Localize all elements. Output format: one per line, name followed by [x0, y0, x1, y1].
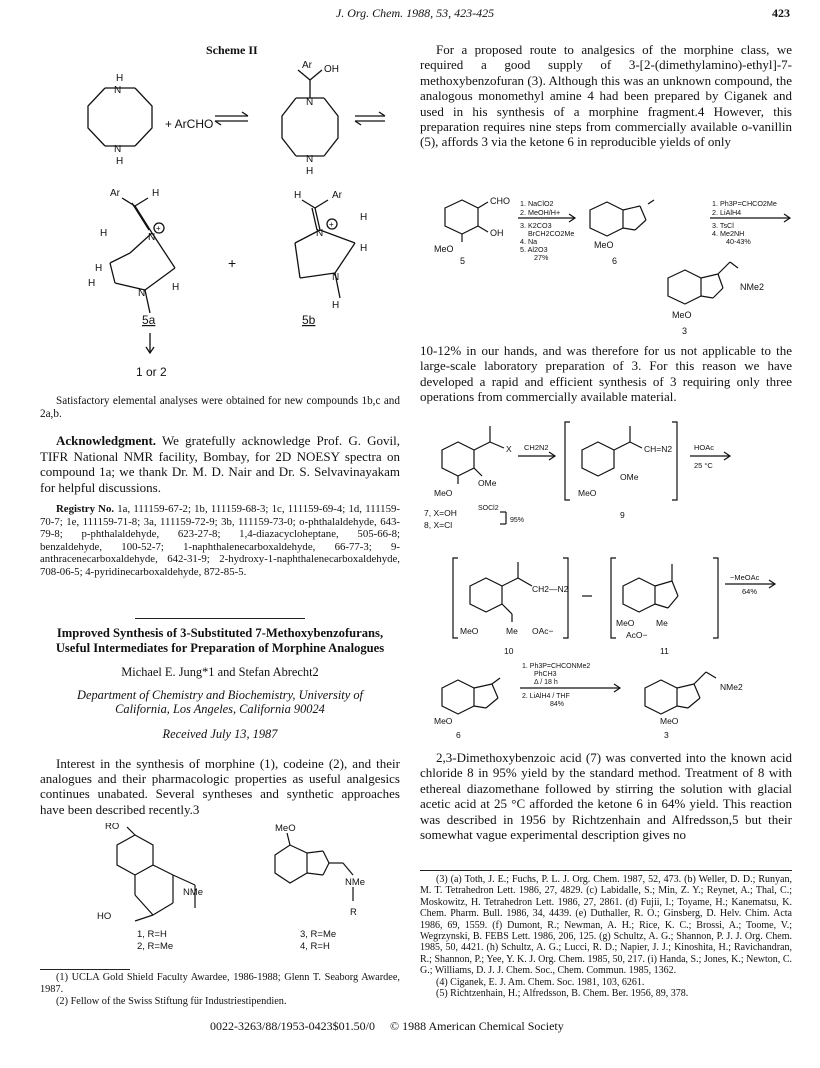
reagent-c-3: Δ / 18 h: [534, 679, 558, 686]
acknowledgment-text: We gratefully acknowledge Prof. G. Govil, TIFR National NMR facility, Bombay, for 2D NOESY spectra on compound 1a; we thank Dr. M. D. Nair and Dr. S. Selvavinayakam for helpful discussions.: [40, 433, 400, 495]
compound-10-label: 10: [504, 646, 514, 656]
scheme-reagent: + ArCHO: [165, 117, 214, 131]
reagent-b-2: 2. LiAlH4: [712, 208, 742, 217]
compound-5-label: 5: [460, 256, 466, 266]
reagent-b-3: 3. TsCl: [712, 221, 734, 230]
route2-yield64: 64%: [742, 587, 758, 596]
left-column-upper: [40, 395, 400, 579]
compound-3-label: 3: [682, 326, 688, 336]
struct-caption-1: 1, R=H: [137, 929, 167, 940]
registry-heading: Registry No.: [56, 503, 115, 516]
acknowledgment-heading: Acknowledgment.: [56, 433, 157, 449]
route2-ome-9: OMe: [620, 472, 639, 482]
route2-diazo: CH=N2: [644, 444, 673, 454]
route2-meo-11: MeO: [616, 618, 635, 628]
route2-meo-9: MeO: [578, 488, 597, 498]
article-authors: Michael E. Jung*1 and Stefan Abrecht2: [121, 665, 319, 680]
route2-me-10: Me: [506, 626, 518, 636]
acknowledgment-paragraph: [40, 433, 400, 495]
right-paragraph-2: [420, 343, 792, 405]
morphine-structures-figure: [95, 823, 395, 953]
route1-nme2: NMe2: [740, 282, 765, 292]
route2-yield95: 95%: [510, 517, 525, 524]
page-header: [40, 6, 790, 24]
copyright: © 1988 American Chemical Society: [390, 1019, 564, 1033]
right-paragraph-1: [420, 42, 792, 150]
route2-meo-7: MeO: [434, 488, 453, 498]
route2-ch2-n2: CH2—N2: [532, 584, 569, 594]
label-5a: 5a: [142, 313, 156, 327]
footnote-rule-left: [40, 969, 130, 970]
article-separator: [135, 618, 305, 619]
svg-text:+: +: [329, 220, 334, 229]
compound-9-label: 9: [620, 510, 625, 520]
scheme-ii-figure: [70, 58, 390, 388]
route2-socl2: SOCl2: [478, 505, 499, 512]
page-footer: [210, 1019, 564, 1034]
route2-x: X: [506, 444, 512, 454]
reagent-c-2: PhCH3: [534, 671, 557, 678]
struct-ro-label: RO: [105, 823, 120, 832]
reagent-a-5: 4. Na: [520, 237, 538, 246]
svg-text:H: H: [95, 263, 103, 274]
compound-6-bottom-label: 6: [456, 730, 461, 740]
paragraph-diazomethane: 2,3-Dimethoxybenzoic acid (7) was converted into the known acid chloride 8 in 95% yield by the standard method. Treatment of 8 with ethereal diazomethane followed by stirring the solution with glacial acetic acid at 25 °C afforded the ketone 6 in 64% yield. This reaction was described in 1956 by Richtzenhain and Alfredsson,5 but their somewhat vague experimental description gives no: [420, 750, 792, 843]
route1-meo-3: MeO: [672, 310, 692, 320]
route2-temp: 25 °C: [694, 461, 713, 470]
reagent-b-yield: 40-43%: [726, 237, 751, 246]
introduction-paragraph: Interest in the synthesis of morphine (1), codeine (2), and their analogues and their pharmacologic properties as useful analgesics continues unabated. Several syntheses and synthetic approaches have been described recently.3: [40, 755, 400, 817]
svg-text:H: H: [116, 156, 124, 167]
compound-11-label: 11: [660, 646, 669, 656]
route2-meo-3: MeO: [660, 716, 679, 726]
reagent-c-4: 2. LiAlH4 / THF: [522, 693, 570, 700]
route1-oh: OH: [490, 228, 504, 238]
route2-me-11: Me: [656, 618, 668, 628]
struct-ho-label: HO: [97, 911, 112, 922]
svg-text:N: N: [332, 272, 340, 283]
reagent-a-4: BrCH2CO2Me: [528, 229, 575, 238]
svg-text:N: N: [306, 154, 314, 165]
route2-meoac: −MeOAc: [730, 573, 760, 582]
svg-text:N: N: [138, 288, 146, 299]
svg-text:H: H: [88, 278, 96, 289]
compound-8-label: 8, X=Cl: [424, 520, 453, 530]
svg-text:H: H: [306, 166, 314, 177]
footnote-4: (4) Ciganek, E. J. Am. Chem. Soc. 1981, 103, 6261.: [436, 976, 645, 988]
svg-text:Ar: Ar: [110, 188, 120, 199]
route2-reagent-ch2n2: CH2N2: [524, 443, 549, 452]
route2-hoac: HOAc: [694, 443, 715, 452]
svg-text:H: H: [100, 228, 108, 239]
label-5b: 5b: [302, 313, 316, 327]
svg-text:H: H: [360, 212, 368, 223]
reagent-a-1: 1. NaClO2: [520, 199, 554, 208]
scheme-product-label: 1 or 2: [136, 365, 167, 379]
left-footnotes: [40, 972, 400, 1009]
struct-nme-label: NMe: [183, 887, 204, 898]
footnote-2: (2) Fellow of the Swiss Stiftung für Industriestipendien.: [56, 996, 287, 1008]
svg-text:N: N: [316, 228, 324, 239]
right-paragraph-3: [420, 750, 792, 842]
scheme-plus: +: [228, 255, 237, 271]
svg-text:N: N: [114, 85, 122, 96]
footnote-1: (1) UCLA Gold Shield Faculty Awardee, 1986-1988; Glenn T. Seaborg Awardee, 1987.: [40, 972, 400, 996]
article-code: 0022-3263/88/1953-0423$01.50/0: [210, 1019, 375, 1033]
route1-meo-6: MeO: [594, 240, 614, 250]
footnote-5: (5) Richtzenhain, H.; Alfredsson, B. Chem. Ber. 1956, 89, 378.: [436, 988, 689, 1000]
svg-text:N: N: [306, 97, 314, 108]
compound-6-label: 6: [612, 256, 618, 266]
compound-7-label: 7, X=OH: [424, 508, 457, 518]
elemental-analyses-note: Satisfactory elemental analyses were obtained for new compounds 1b,c and 2a,b.: [40, 395, 400, 421]
svg-text:N: N: [114, 144, 122, 155]
page-number: 423: [772, 6, 790, 20]
scheme-title: Scheme II: [206, 43, 258, 57]
svg-text:N: N: [148, 232, 156, 243]
svg-text:H: H: [116, 73, 124, 84]
svg-text:H: H: [294, 190, 302, 201]
reagent-a-yield: 27%: [534, 253, 549, 262]
route1-meo-5: MeO: [434, 244, 454, 254]
svg-text:Ar: Ar: [332, 190, 342, 201]
route-2-scheme: [420, 416, 795, 742]
article-affiliation: Department of Chemistry and Biochemistry, University of California, Los Angeles, California 90024: [77, 687, 363, 717]
reagent-a-3: 3. K2CO3: [520, 221, 552, 230]
reagent-b-4: 4. Me2NH: [712, 229, 745, 238]
compound-3-bottom-label: 3: [664, 730, 669, 740]
reagent-c-yield: 84%: [550, 701, 565, 708]
route2-oac: OAc−: [532, 626, 554, 636]
route1-cho: CHO: [490, 196, 510, 206]
svg-text:+: +: [156, 224, 161, 233]
route2-ome-7: OMe: [478, 478, 497, 488]
reagent-c-1: 1. Ph3P=CHCONMe2: [522, 663, 591, 670]
route2-nme2: NMe2: [720, 682, 743, 692]
footnote-rule-right: [420, 870, 792, 871]
reagent-a-6: 5. Al2O3: [520, 245, 548, 254]
paragraph-route-intro: For a proposed route to analgesics of the morphine class, we required a good supply of 3-[2-(dimethylamino)-ethyl]-7-methoxybenzofuran (3). Although this was an unknown compound, the analogous monomethyl amine 4 had been prepared by Ciganek and used in his synthesis of a morphine fragment.4 However, this preparation requires nine steps from commercially available o-vanillin (5), affords 3 via the ketone 6 in reproducible yields of only: [420, 42, 792, 150]
route2-aco: AcO−: [626, 630, 648, 640]
svg-text:H: H: [360, 243, 368, 254]
svg-text:H: H: [152, 188, 160, 199]
registry-text: 1a, 111159-67-2; 1b, 111159-68-3; 1c, 111159-69-4; 1d, 111159-70-7; 1e, 111159-71-8; 3a, 111159-72-9; 3b, 111159-73-0; o-phthalaldehyde, 643-79-8; p-phthalaldehyde, 623-27-8; 1,4-diazacycloheptane, 505-66-8; benzaldehyde, 100-52-7; 1-naphthalenecarboxaldehyde, 66-77-3; 9-anthracenecarboxaldehyde, 642-31-9; 2-hydroxy-1-naphthalenecarboxaldehyde, 708-06-5; 4-pyridinecarboxaldehyde, 872-85-5.: [40, 503, 400, 578]
struct-r-label: R: [350, 907, 357, 918]
struct-caption-3: 3, R=Me: [300, 929, 337, 940]
struct-caption-4: 4, R=H: [300, 941, 330, 952]
svg-text:OH: OH: [324, 64, 339, 75]
registry-paragraph: [40, 503, 400, 579]
reagent-a-2: 2. MeOH/H+: [520, 208, 561, 217]
received-date: Received July 13, 1987: [162, 726, 278, 741]
route2-meo-10: MeO: [460, 626, 479, 636]
struct-meo-label: MeO: [275, 823, 296, 834]
struct-caption-2: 2, R=Me: [137, 941, 174, 952]
footnote-3: (3) (a) Toth, J. E.; Fuchs, P. L. J. Org. Chem. 1987, 52, 473. (b) Weller, D. D.; Runyan, M. T. Tetrahedron Lett. 1986, 27, 4829. (c) Labidalle, S.; Min, Z. Y.; Reynet, A.; Thal, C.; Moskowitz, H. Tetrahedron Lett. 1986, 27, 2861. (d) Fujii, I.; Toyame, H.; Kanematsu, K. Chem. Pharm. Bull. 1986, 34, 4439. (e) Duthaller, R. O.; Ginsberg, D. Helv. Chim. Acta 1986, 69, 1559. (f) Dumont, R.; Newman, A. H.; Rice, K. C.; Brossi, A.; Toome, V.; Wegrzynski, B. FEBS Lett. 1986, 206, 125. (g) Schultz, A. G.; Shannon, P. J. J. Org. Chem. 1985, 50, 4421. (h) Schultz, A. G.; Lucci, R. D.; Napier, J. J.; Kinoshita, H.; Ravichandran, R.; Shannon, P.; Yee, Y. K. J. Org. Chem. 1985, 50, 217. (i) Handa, S.; Jones, K.; Newton, C. G.; Williams, D. J. J. Chem. Soc., Chem. Commun. 1985, 1362.: [420, 874, 792, 977]
route2-meo-6: MeO: [434, 716, 453, 726]
svg-text:Ar: Ar: [302, 60, 312, 71]
struct-right-nme-label: NMe: [345, 877, 366, 888]
article-front-matter: [40, 626, 400, 817]
route-1-scheme: [420, 196, 795, 338]
svg-text:H: H: [172, 282, 180, 293]
running-head: J. Org. Chem. 1988, 53, 423-425: [335, 6, 495, 20]
reagent-b-1: 1. Ph3P=CHCO2Me: [712, 199, 777, 208]
paragraph-large-scale: 10-12% in our hands, and was therefore for us not applicable to the large-scale laboratory preparation of 3. For this reason we have developed a rapid and efficient synthesis of 3 requiring only three operations from commercially available material.: [420, 343, 792, 405]
svg-text:H: H: [332, 300, 340, 311]
right-footnotes: [420, 874, 792, 999]
article-title: Improved Synthesis of 3-Substituted 7-Methoxybenzofurans, Useful Intermediates for Preparation of Morphine Analogues: [55, 626, 385, 655]
